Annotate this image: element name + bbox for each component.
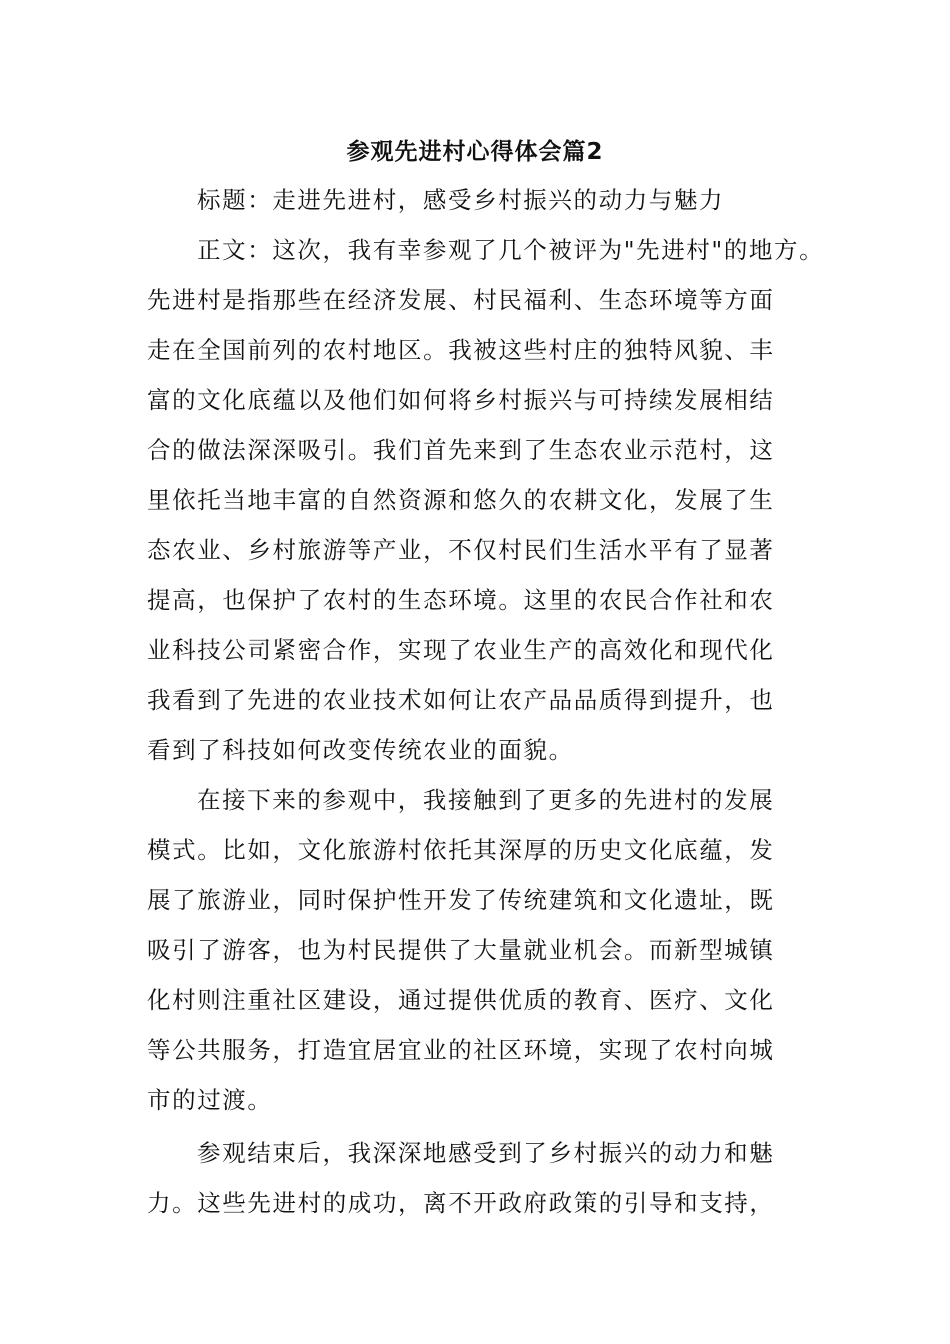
text-line: 提高，也保护了农村的生态环境。这里的农民合作社和农 [147,586,775,614]
text-line: 吸引了游客，也为村民提供了大量就业机会。而新型城镇 [147,936,775,964]
text-line: 正文：这次，我有幸参观了几个被评为"先进村"的地方。 [197,236,825,264]
text-line: 走在全国前列的农村地区。我被这些村庄的独特风貌、丰 [147,336,775,364]
text-line: 化村则注重社区建设，通过提供优质的教育、医疗、文化 [147,986,775,1014]
text-line: 参观结束后，我深深地感受到了乡村振兴的动力和魅 [197,1139,775,1167]
text-line: 力。这些先进村的成功，离不开政府政策的引导和支持， [147,1189,775,1217]
text-line: 业科技公司紧密合作，实现了农业生产的高效化和现代化 [147,636,775,664]
text-line: 市的过渡。 [147,1086,273,1114]
text-line: 在接下来的参观中，我接触到了更多的先进村的发展 [197,786,775,814]
text-line: 富的文化底蕴以及他们如何将乡村振兴与可持续发展相结 [147,386,775,414]
text-line: 先进村是指那些在经济发展、村民福利、生态环境等方面 [147,286,775,314]
text-line: 模式。比如，文化旅游村依托其深厚的历史文化底蕴，发 [147,836,775,864]
text-line: 标题：走进先进村，感受乡村振兴的动力与魅力 [197,186,725,214]
text-line: 展了旅游业，同时保护性开发了传统建筑和文化遗址，既 [147,886,775,914]
text-line: 里依托当地丰富的自然资源和悠久的农耕文化，发展了生 [147,486,775,514]
text-line: 看到了科技如何改变传统农业的面貌。 [147,736,574,764]
text-line: 合的做法深深吸引。我们首先来到了生态农业示范村，这 [147,436,775,464]
document-title: 参观先进村心得体会篇2 [346,139,604,165]
text-line: 态农业、乡村旅游等产业，不仅村民们生活水平有了显著 [147,536,775,564]
text-line: 我看到了先进的农业技术如何让农产品品质得到提升，也 [147,686,775,714]
text-line: 等公共服务，打造宜居宜业的社区环境，实现了农村向城 [147,1036,775,1064]
